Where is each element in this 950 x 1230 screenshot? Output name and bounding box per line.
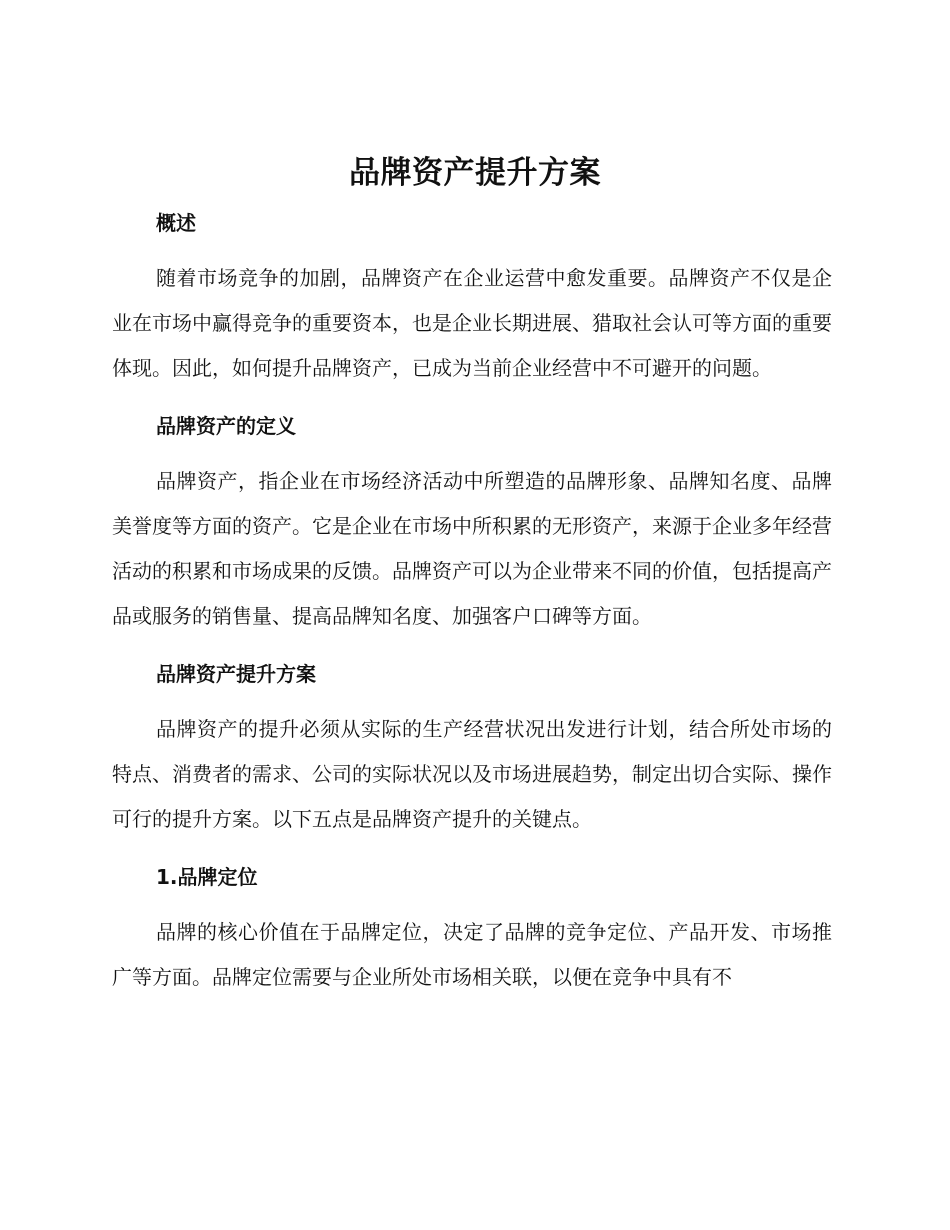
section-paragraph-definition: 品牌资产，指企业在市场经济活动中所塑造的品牌形象、品牌知名度、品牌美誉度等方面的资产。它是企业在市场中所积累的无形资产，来源于企业多年经营活动的积累和市场成果的反馈。品牌资产可以为企业带来不同的价值，包括提高产品或服务的销售量、提高品牌知名度、加强客户口碑等方面。: [112, 469, 832, 628]
section-paragraph-plan: 品牌资产的提升必须从实际的生产经营状况出发进行计划，结合所处市场的特点、消费者的需求、公司的实际状况以及市场进展趋势，制定出切合实际、操作可行的提升方案。以下五点是品牌资产提升的关键点。: [112, 717, 832, 831]
section-heading-overview: 概述: [156, 211, 196, 235]
spacer: [112, 391, 832, 403]
section-heading-positioning: 1.品牌定位: [156, 865, 258, 889]
spacer: [112, 449, 832, 459]
document-title: 品牌资产提升方案: [349, 155, 601, 191]
spacer: [112, 246, 832, 256]
spacer: [112, 842, 832, 854]
section-paragraph-overview: 随着市场竞争的加剧，品牌资产在企业运营中愈发重要。品牌资产不仅是企业在市场中赢得竞争的重要资本，也是企业长期进展、猎取社会认可等方面的重要体现。因此，如何提升品牌资产，已成为当前企业经营中不可避开的问题。: [112, 266, 832, 380]
section-heading-plan: 品牌资产提升方案: [156, 662, 316, 686]
spacer: [112, 697, 832, 707]
spacer: [112, 639, 832, 651]
section-heading-definition: 品牌资产的定义: [156, 414, 296, 438]
spacer: [112, 900, 832, 910]
section-paragraph-positioning: 品牌的核心价值在于品牌定位，决定了品牌的竞争定位、产品开发、市场推广等方面。品牌定位需要与企业所处市场相关联，以便在竞争中具有不: [112, 920, 832, 989]
document-body: [112, 200, 832, 1000]
